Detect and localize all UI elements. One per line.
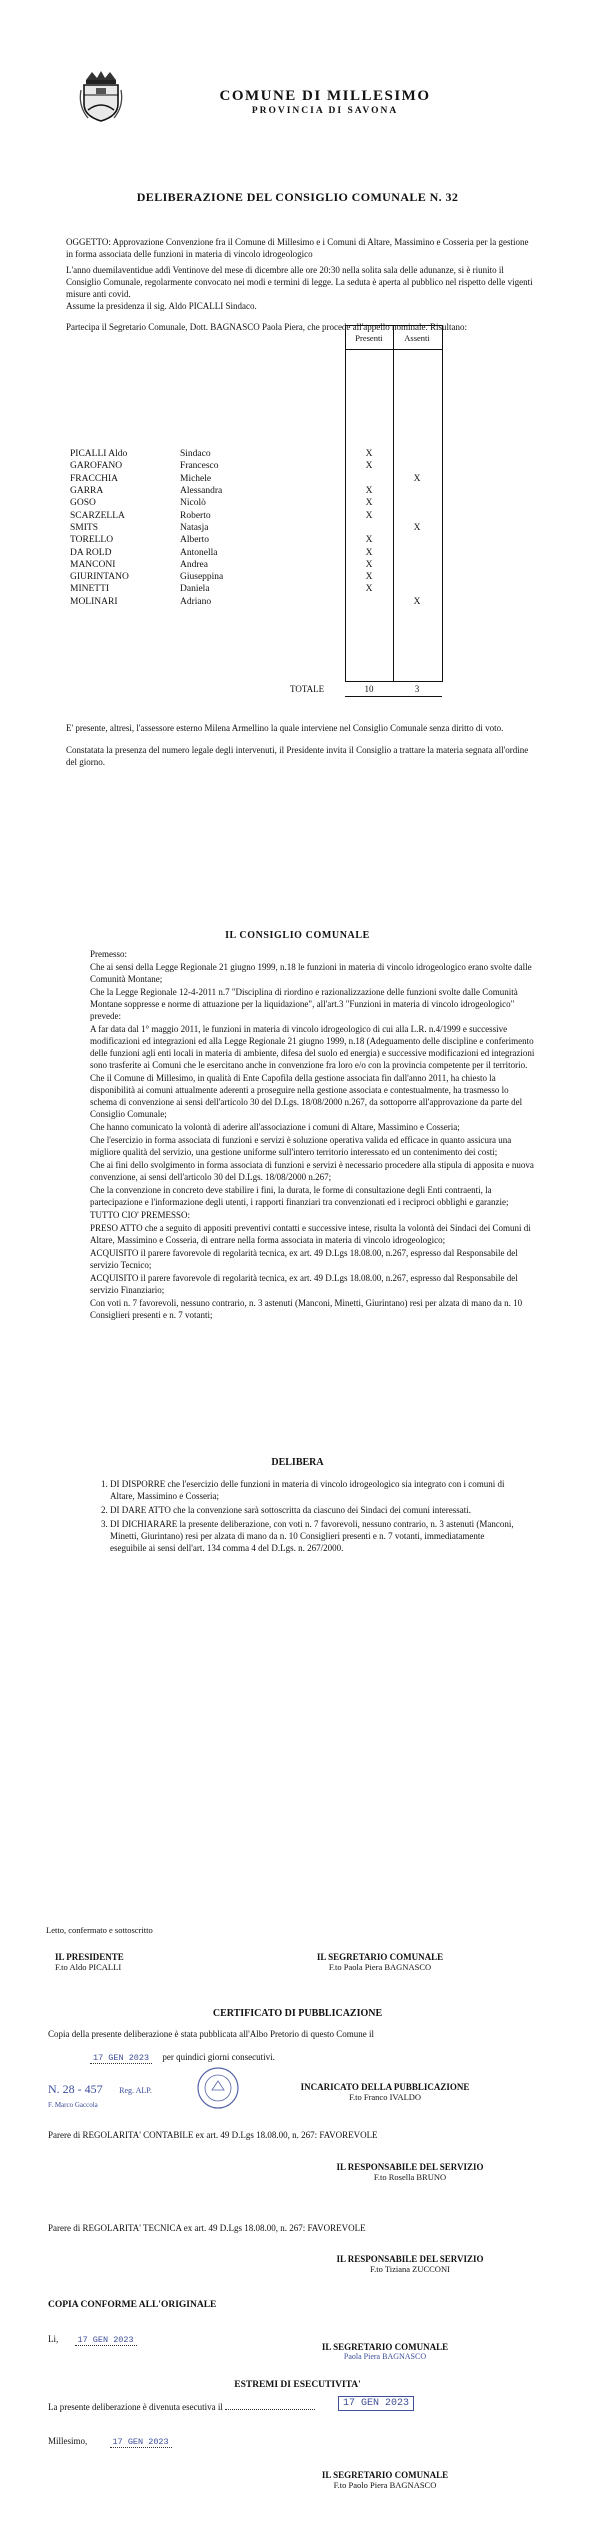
- presidency-text: Assume la presidenza il sig. Aldo PICALLI Sindaco.: [66, 301, 257, 311]
- column-present-header: Presenti: [355, 333, 383, 343]
- attendance-row: [68, 559, 441, 571]
- member-first-name: Giuseppina: [180, 572, 224, 583]
- tecnica-title: IL RESPONSABILE DEL SERVIZIO: [336, 2254, 484, 2264]
- copia-secretary-title: IL SEGRETARIO COMUNALE: [321, 2342, 449, 2352]
- member-first-name: Alberto: [180, 535, 210, 546]
- tecnica-text: Parere di REGOLARITA' TECNICA ex art. 49 D.Lgs 18.08.00, n. 267: FAVOREVOLE: [48, 2223, 366, 2233]
- delibera-item: 1. DI DISPORRE che l'esercizio delle funzioni in materia di vincolo idrogeologico sia integrato con i comuni di Altare, Massimino e Cosseria;: [110, 1478, 520, 1502]
- incaricato-title: INCARICATO DELLA PUBBLICAZIONE: [300, 2082, 470, 2092]
- municipal-seal-stamp: [196, 2066, 240, 2115]
- secretary-text: Partecipa il Segretario Comunale, Dott. BAGNASCO Paola Piera, che procede all'appello nominale. Risultano:: [66, 322, 468, 332]
- absent-mark: [393, 571, 441, 583]
- member-surname: GARRA: [70, 486, 104, 497]
- secretary-name: F.to Paola Piera BAGNASCO: [328, 1962, 432, 1972]
- member-surname: GIURINTANO: [70, 572, 129, 583]
- absent-mark: [393, 534, 441, 546]
- attendance-row: [68, 571, 441, 583]
- premesso-label: Premesso:: [90, 949, 127, 959]
- present-mark: X: [365, 510, 373, 521]
- municipality-name: COMUNE DI MILLESIMO: [219, 88, 431, 104]
- member-surname: FRACCHIA: [70, 473, 119, 484]
- legal-number-text: Constatata la presenza del numero legale degli intervenuti, il Presidente invita il Consiglio a trattare la materia segnata all'ordine del giorno.: [66, 745, 529, 767]
- esecutivita-place: Millesimo,: [48, 2436, 88, 2446]
- attendance-row: [68, 546, 441, 558]
- register-number: N. 28 - 457: [48, 2082, 103, 2096]
- member-first-name: Alessandra: [180, 486, 223, 497]
- contabile-name: F.to Rosella BRUNO: [373, 2172, 447, 2182]
- letto-text: Letto, confermato e sottoscritto: [46, 1925, 153, 1935]
- register-label: Reg. ALP.: [119, 2086, 152, 2095]
- subject-text: OGGETTO: Approvazione Convenzione fra il Comune di Millesimo e i Comuni di Altare, Massimino e Cosseria per la gestione in forma associata delle funzioni in materia di vincolo idrogeologico: [66, 237, 529, 259]
- council-paragraphs: [90, 961, 535, 1321]
- present-mark: X: [365, 572, 373, 583]
- council-paragraph: Che hanno comunicato la volontà di aderire all'associazione i comuni di Altare, Massimino e Cosseria;: [90, 1122, 460, 1132]
- council-paragraph: Che il Comune di Millesimo, in qualità di Ente Capofila della gestione associata fin dall'anno 2011, ha chiesto la disponibilità ai comuni attualmente aderenti a proseguire nella gestione associata e contestualmente, ha trasmesso lo schema di convenzione ai sensi dell'articolo 30 del D.Lgs. 18/08/2000 n.267, da sottoporre all'approvazione da parte del Consiglio Comunale;: [90, 1073, 523, 1119]
- delibera-list: [90, 1478, 520, 1554]
- member-first-name: Sindaco: [180, 449, 211, 460]
- member-surname: SMITS: [70, 522, 98, 533]
- council-paragraph: Che ai sensi della Legge Regionale 21 giugno 1999, n.18 le funzioni in materia di vincolo idrogeologico erano svolte dalle Comunità Montane;: [90, 962, 532, 984]
- contabile-title: IL RESPONSABILE DEL SERVIZIO: [336, 2162, 484, 2172]
- council-paragraph: Che ai fini dello svolgimento in forma associata di funzioni e servizi è necessario procedere alla stipula di apposita e nuova convenzione, ai sensi dell'articolo 30 del D.Lgs. 18/08/2000 n.267;: [90, 1160, 534, 1182]
- council-paragraph: A far data dal 1° maggio 2011, le funzioni in materia di vincolo idrogeologico di cui alla L.R. n.4/1999 e successive modificazioni ed integrazioni ed alla Legge Regionale 21 giugno 1999, n.18 (Adeguamento delle discipline e conferimento delle funzioni agli enti locali in materia di ambiente, difesa del suolo ed energia) e successive modificazioni ed integrazioni sono trasferite ai Comuni che le esercitano anche in convenzione fra loro e/o con la provincia competente per il territorio.: [90, 1024, 535, 1070]
- member-surname: DA ROLD: [70, 547, 112, 558]
- absent-mark: X: [413, 522, 421, 533]
- esecutivita-text: La presente deliberazione è divenuta esecutiva il: [48, 2402, 223, 2412]
- attendance-row: [68, 448, 441, 460]
- publication-days-text: per quindici giorni consecutivi.: [162, 2052, 275, 2062]
- delibera-item: 2. DI DARE ATTO che la convenzione sarà sottoscritta da ciascuno dei Sindaci dei comuni interessati.: [110, 1504, 520, 1516]
- present-mark: [345, 596, 393, 608]
- council-paragraph: PRESO ATTO che a seguito di appositi preventivi contatti e successive intese, risulta la volontà dei Sindaci dei Comuni di Altare, Massimino e Cosseria, di entrare nella forma associata in materia di vincolo idrogeologico;: [90, 1223, 531, 1245]
- absent-mark: [393, 559, 441, 571]
- absent-mark: [393, 460, 441, 472]
- esecutivita-secretary-title: IL SEGRETARIO COMUNALE: [321, 2470, 449, 2480]
- meeting-text: L'anno duemilaventidue addì Ventinove del mese di dicembre alle ore 20:30 nella solita sala delle adunanze, si è riunito il Consiglio Comunale, regolarmente convocato nei modi e termini di legge. La seduta è aperta al pubblico nel rispetto delle vigenti misure anti covid.: [66, 265, 533, 299]
- absent-mark: [393, 546, 441, 558]
- present-mark: X: [365, 547, 373, 558]
- tecnica-name: F.to Tiziana ZUCCONI: [370, 2264, 450, 2274]
- member-surname: TORELLO: [70, 535, 114, 546]
- esecutivita-blank: [225, 2409, 315, 2410]
- member-first-name: Nicolò: [180, 498, 206, 509]
- publication-date-stamp: 17 GEN 2023: [90, 2053, 152, 2064]
- president-title: IL PRESIDENTE: [55, 1952, 124, 1962]
- attendance-row: [68, 583, 441, 595]
- contabile-text: Parere di REGOLARITA' CONTABILE ex art. 49 D.Lgs 18.08.00, n. 267: FAVOREVOLE: [48, 2130, 378, 2140]
- attendance-row: [68, 473, 441, 485]
- total-box-bottom: [345, 696, 442, 697]
- council-paragraph: ACQUISITO il parere favorevole di regolarità tecnica, ex art. 49 D.Lgs 18.08.00, n.267, espresso dal Responsabile del servizio Finanziario;: [90, 1273, 518, 1295]
- present-mark: X: [365, 461, 373, 472]
- member-first-name: Adriano: [180, 596, 212, 607]
- president-name: F.to Aldo PICALLI: [55, 1962, 122, 1972]
- member-first-name: Daniela: [180, 584, 210, 595]
- council-paragraph: Che la convenzione in concreto deve stabilire i fini, la durata, le forme di consultazione degli Enti contraenti, la partecipazione e l'informazione degli utenti, i rapporti finanziari tra convenzionati ed i reciproci obblighi e garanzie;: [90, 1185, 509, 1207]
- coat-of-arms: [78, 70, 124, 122]
- province-name: PROVINCIA DI SAVONA: [251, 106, 399, 116]
- copia-heading: COPIA CONFORME ALL'ORIGINALE: [48, 2300, 217, 2310]
- present-mark: [345, 473, 393, 485]
- attendance-row: [68, 497, 441, 509]
- member-first-name: Roberto: [180, 510, 211, 521]
- member-surname: MOLINARI: [70, 596, 118, 607]
- member-surname: PICALLI Aldo: [70, 449, 128, 460]
- present-mark: X: [365, 498, 373, 509]
- absent-mark: X: [413, 473, 421, 484]
- present-mark: X: [365, 449, 373, 460]
- esecutivita-place-date: 17 GEN 2023: [110, 2437, 172, 2448]
- attendance-row: [68, 509, 441, 521]
- absent-mark: [393, 448, 441, 460]
- attendance-list: [68, 448, 441, 608]
- member-surname: GOSO: [70, 498, 96, 509]
- total-present: 10: [364, 684, 374, 694]
- absent-mark: [393, 509, 441, 521]
- council-paragraph: Con voti n. 7 favorevoli, nessuno contrario, n. 3 astenuti (Manconi, Minetti, Giurintano) resi per alzata di mano da n. 10 Consiglieri presenti e n. 7 votanti;: [90, 1298, 523, 1320]
- member-first-name: Antonella: [180, 547, 218, 558]
- member-surname: MINETTI: [70, 584, 110, 595]
- member-first-name: Francesco: [180, 461, 219, 472]
- attendance-row: [68, 460, 441, 472]
- absent-mark: [393, 485, 441, 497]
- member-surname: SCARZELLA: [70, 510, 125, 521]
- copia-secretary-name: Paola Piera BAGNASCO: [343, 2352, 427, 2361]
- member-first-name: Andrea: [180, 559, 208, 570]
- esecutivita-heading: ESTREMI DI ESECUTIVITA': [234, 2380, 361, 2390]
- council-paragraph: Che la Legge Regionale 12-4-2011 n.7 "Disciplina di riordino e razionalizzazione delle funzioni svolte dalle Comunità Montane soppresse e norme di attuazione per la liquidazione", all'art.3 "Funzioni in materia di vincolo idrogeologico" prevede:: [90, 987, 518, 1021]
- present-mark: X: [365, 559, 373, 570]
- absent-mark: [393, 497, 441, 509]
- attendance-row: [68, 522, 441, 534]
- clerk-note: F. Marco Gaccola: [48, 2101, 98, 2109]
- council-heading: IL CONSIGLIO COMUNALE: [225, 930, 370, 941]
- present-mark: [345, 522, 393, 534]
- present-mark: X: [365, 486, 373, 497]
- delibera-heading: DELIBERA: [271, 1457, 324, 1468]
- member-surname: MANCONI: [70, 559, 116, 570]
- total-label: TOTALE: [290, 684, 325, 694]
- absent-mark: X: [413, 596, 421, 607]
- council-paragraph: ACQUISITO il parere favorevole di regolarità tecnica, ex art. 49 D.Lgs 18.08.00, n.267, espresso dal Responsabile del servizio Tecnico;: [90, 1248, 518, 1270]
- publication-text: Copia della presente deliberazione è stata pubblicata all'Albo Pretorio di questo Comune il: [48, 2029, 375, 2039]
- council-paragraph: Che l'esercizio in forma associata di funzioni e servizi è soluzione operativa valida ed efficace in quanto assicura una migliore qualità del servizio, una gestione uniforme sull'intero territorio interessato ed un contenimento dei costi;: [90, 1135, 512, 1157]
- member-surname: GAROFANO: [70, 461, 123, 472]
- member-first-name: Michele: [180, 473, 212, 484]
- deliberation-title: DELIBERAZIONE DEL CONSIGLIO COMUNALE N. 32: [136, 190, 459, 204]
- header-rule: [345, 349, 442, 350]
- esecutivita-date-stamp: 17 GEN 2023: [338, 2396, 414, 2411]
- publication-heading: CERTIFICATO DI PUBBLICAZIONE: [212, 2008, 383, 2019]
- member-first-name: Natasja: [180, 522, 209, 533]
- attendance-row: [68, 534, 441, 546]
- attendance-row: [68, 596, 441, 608]
- absent-mark: [393, 583, 441, 595]
- attendance-row: [68, 485, 441, 497]
- secretary-title: IL SEGRETARIO COMUNALE: [316, 1952, 444, 1962]
- total-rule: [345, 681, 442, 682]
- copia-date-stamp: 17 GEN 2023: [75, 2335, 137, 2346]
- incaricato-name: F.to Franco IVALDO: [348, 2092, 422, 2102]
- present-mark: X: [365, 535, 373, 546]
- column-absent-header: Assenti: [404, 333, 430, 343]
- council-paragraph: TUTTO CIO' PREMESSO:: [90, 1210, 190, 1220]
- delibera-item: 3. DI DICHIARARE la presente deliberazione, con voti n. 7 favorevoli, nessuno contrario, n. 3 astenuti (Manconi, Minetti, Giurintano) resi per alzata di mano da n. 10 Consiglieri presenti e n. 7 votanti, immediatamente eseguibile ai sensi dell'art. 134 comma 4 del D.Lgs. n. 267/2000.: [110, 1518, 520, 1554]
- present-mark: X: [365, 584, 373, 595]
- assessor-text: E' presente, altresì, l'assessore esterno Milena Armellino la quale interviene nel Consiglio Comunale senza diritto di voto.: [66, 723, 504, 733]
- total-absent: 3: [414, 684, 420, 694]
- copia-place: Li,: [48, 2334, 59, 2344]
- esecutivita-secretary-name: F.to Paolo Piera BAGNASCO: [333, 2480, 437, 2490]
